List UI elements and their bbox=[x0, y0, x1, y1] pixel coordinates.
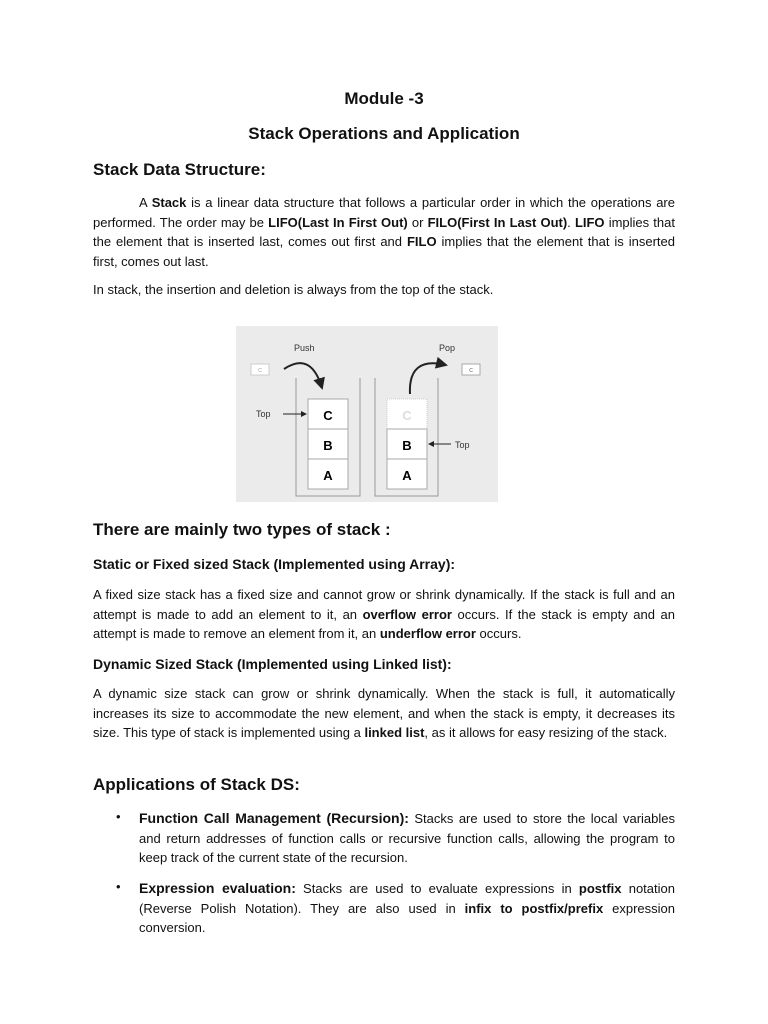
stack-data-structure-heading: Stack Data Structure: bbox=[93, 160, 266, 179]
right-stack-item: A bbox=[402, 468, 412, 483]
dynamic-stack-paragraph: A dynamic size stack can grow or shrink dynamically. When the stack is full, it automatically increases its size to accommodate the new element, and when the stack is empty, it decreases its size. This type of stack is implemented using a linked list, as it allows for easy resizing of the stack. bbox=[93, 686, 675, 740]
push-arrow-icon bbox=[284, 363, 322, 388]
dynamic-stack-heading: Dynamic Sized Stack (Implemented using Linked list): bbox=[93, 656, 452, 672]
pop-label: Pop bbox=[439, 343, 456, 353]
stack-push-pop-diagram bbox=[236, 326, 498, 502]
applications-heading: Applications of Stack DS: bbox=[93, 775, 300, 794]
popped-item-label: C bbox=[469, 368, 473, 374]
stack-definition-paragraph: A Stack is a linear data structure that follows a particular order in which the operations are performed. The order may be LIFO(Last In First Out) or FILO(First In Last Out). LIFO implies that the element that is inserted last, comes out first and FILO implies that the element that is inserted first, comes out last. bbox=[93, 195, 676, 269]
types-of-stack-heading: There are mainly two types of stack : bbox=[93, 520, 391, 539]
right-top-label: Top bbox=[455, 440, 470, 450]
bullet-icon: • bbox=[116, 809, 121, 824]
static-stack-heading: Static or Fixed sized Stack (Implemented using Array): bbox=[93, 556, 456, 572]
left-top-label: Top bbox=[256, 409, 271, 419]
right-stack-item-ghost: C bbox=[402, 408, 412, 423]
left-stack-item: B bbox=[323, 438, 333, 453]
right-stack bbox=[387, 399, 427, 489]
left-stack-item: C bbox=[323, 408, 333, 423]
insertion-deletion-paragraph: In stack, the insertion and deletion is always from the top of the stack. bbox=[93, 282, 494, 297]
pop-arrow-icon bbox=[410, 363, 446, 394]
left-stack-item: A bbox=[323, 468, 333, 483]
push-label: Push bbox=[294, 343, 315, 353]
bullet-icon: • bbox=[116, 879, 121, 894]
static-stack-paragraph: A fixed size stack has a fixed size and cannot grow or shrink dynamically. If the stack is full and an attempt is made to add an element to it, an overflow error occurs. If the stack is empty and an attempt is made to remove an element from it, an underflow error occurs. bbox=[93, 587, 675, 641]
right-stack-item: B bbox=[402, 438, 412, 453]
list-item-function-call: Function Call Management (Recursion): Stacks are used to store the local variables and return addresses of function calls or recursive function calls, allowing the program to keep track of the current state of the recursion. bbox=[139, 810, 675, 865]
pushed-item-label: C bbox=[258, 368, 262, 374]
list-item-expression-evaluation: Expression evaluation: Stacks are used to evaluate expressions in postfix notation (Reverse Polish Notation). They are also used in infix to postfix/prefix expression conversion. bbox=[139, 880, 675, 935]
module-title: Module -3 bbox=[344, 89, 424, 108]
left-stack bbox=[308, 399, 348, 489]
document-subtitle: Stack Operations and Application bbox=[248, 124, 520, 143]
